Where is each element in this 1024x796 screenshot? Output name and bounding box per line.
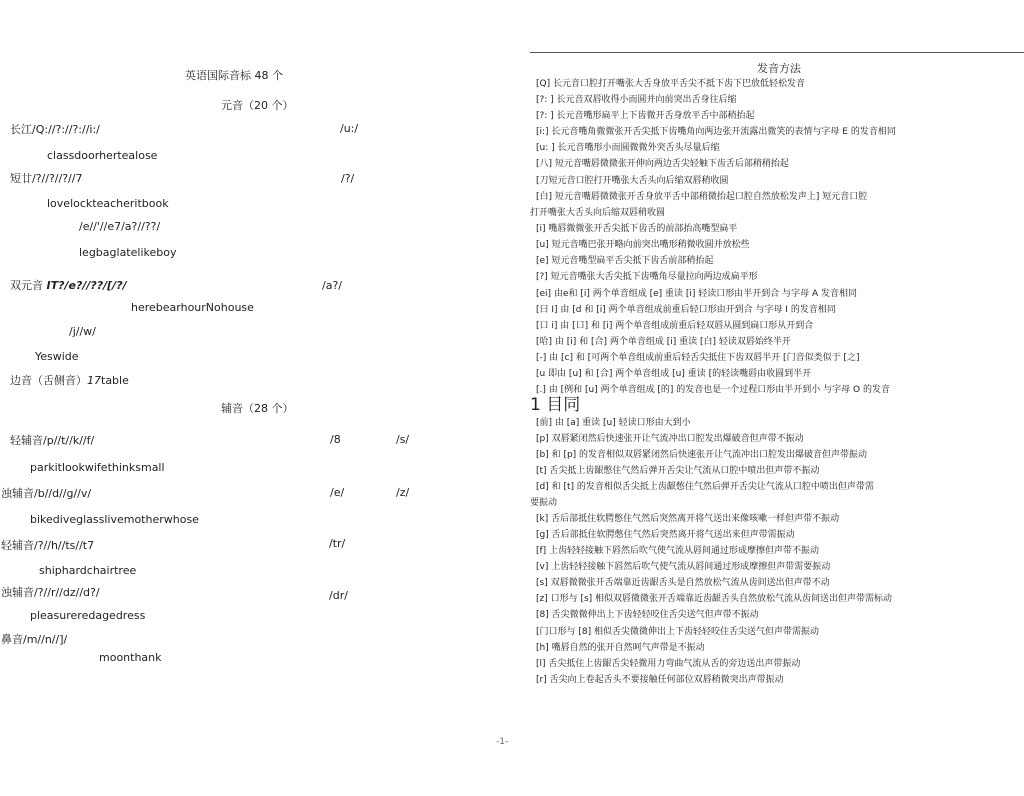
method-line: [?: ] 长元音双唇收得小而圆并向前突出舌身往后缩 bbox=[536, 95, 737, 105]
voiceless-extra-2: /s/ bbox=[396, 433, 410, 446]
method-line: [哈] 由 [i] 和 [合] 两个单音组成 [i] 重读 [白] 轻读双唇始终半开 bbox=[536, 337, 791, 347]
page-number: -1- bbox=[496, 737, 509, 747]
method-line: [h] 嘴唇自然的张开自然呵气声带是不振动 bbox=[536, 643, 705, 653]
method-line: [v] 上齿轻轻接触下唇然后吹气使气流从唇间通过形成摩擦但声带需要振动 bbox=[536, 562, 831, 572]
long-vowels-words: classdoorhertealose bbox=[47, 149, 158, 162]
method-line: [i] 嘴唇微微张开舌尖抵下齿舌的前部抬高嘴型扁平 bbox=[536, 224, 738, 234]
vowel-header: 元音（20 个） bbox=[221, 99, 294, 112]
voiced-2-extra: /dr/ bbox=[329, 589, 348, 602]
method-line: [p] 双唇紧闭然后快速张开让气流冲出口腔发出爆破音但声带不振动 bbox=[536, 434, 804, 444]
short-vowels-line-2: /e//'//e7/a?//??/ bbox=[79, 220, 161, 233]
method-line: [u: ] 长元音嘴形小而圆微微外突舌头尽量后缩 bbox=[536, 143, 720, 153]
method-line: [k] 舌后部抵住软腭憋住气然后突然离开将气送出来像咳嗽一样但声带不振动 bbox=[536, 514, 840, 524]
method-line: [t] 舌尖抵上齿龈憋住气然后弹开舌尖让气流从口腔中喷出但声带不振动 bbox=[536, 466, 820, 476]
nasal-label: 鼻音/m//n//]/ bbox=[1, 633, 68, 646]
diphthongs-label: 双元音 IT?/e?//??/[/?/ bbox=[10, 279, 127, 292]
method-line: [f] 上齿轻轻接触下唇然后吹气使气流从唇间通过形成摩擦但声带不振动 bbox=[536, 546, 820, 556]
short-vowels-words-2: legbaglatelikeboy bbox=[79, 246, 177, 259]
method-line: [8] 舌尖微微伸出上下齿轻轻咬住舌尖送气但声带不振动 bbox=[536, 610, 759, 620]
method-line: [-] 由 [c] 和 [可两个单音组成前重后轻舌尖抵住下齿双唇半开 [门音似类似于 [之] bbox=[536, 353, 860, 363]
method-line: [u] 短元音嘴巴张开略向前突出嘴形稍微收圆并放松些 bbox=[536, 240, 750, 250]
method-line: 打开嘴张大舌头向后缩双唇稍收圆 bbox=[530, 208, 666, 218]
voiceless-extra-1: /8 bbox=[330, 433, 341, 446]
method-line: [白] 短元音嘴唇微微张开舌身放平舌中部稍微抬起口腔自然放松发声上] 短元音口腔 bbox=[536, 192, 868, 202]
method-line: [l] 舌尖抵住上齿龈舌尖轻微用力弯曲气流从舌的旁边送出声带振动 bbox=[536, 659, 801, 669]
voiced-2-words: pleasureredagedress bbox=[30, 609, 146, 622]
method-line: [前] 由 [a] 重读 [u] 轻读口形由大到小 bbox=[536, 418, 691, 428]
page-title: 英语国际音标 48 个 bbox=[185, 69, 283, 82]
voiceless-words: parkitlookwifethinksmall bbox=[30, 461, 165, 474]
method-line: [s] 双唇微微张开舌端靠近齿龈舌头是自然放松气流从齿间送出但声带不动 bbox=[536, 578, 830, 588]
short-vowels-label: 短廿/?//?//?//7 bbox=[10, 172, 83, 185]
short-vowels-words-1: lovelockteacheritbook bbox=[47, 197, 169, 210]
method-line: [r] 舌尖向上卷起舌头不要接触任何部位双唇稍微突出声带振动 bbox=[536, 675, 784, 685]
voiced-2-label: 浊辅音/?//r//dz//d?/ bbox=[1, 586, 100, 599]
method-line: [刀短元音口腔打开嘴张大舌头向后缩双唇稍收圆 bbox=[536, 176, 729, 186]
method-line: [Q] 长元音口腔打开嘴张大舌身放平舌尖不抵下齿下巴放低轻松发音 bbox=[536, 79, 805, 89]
method-line: [e] 短元音嘴型扁平舌尖抵下齿舌前部稍抬起 bbox=[536, 256, 714, 266]
short-vowels-extra: /?/ bbox=[341, 172, 355, 185]
long-vowels-extra: /u:/ bbox=[340, 122, 359, 135]
voiceless-2-extra: /tr/ bbox=[329, 537, 346, 550]
diphthongs-words-1: herebearhourNohouse bbox=[131, 301, 254, 314]
diphthongs-extra: /a?/ bbox=[322, 279, 342, 292]
method-line: 要振动 bbox=[530, 498, 558, 508]
method-header: 发音方法 bbox=[757, 62, 801, 75]
method-line: [b] 和 [p] 的发音相似双唇紧闭然后快速张开让气流冲出口腔发出爆破音但声带振动 bbox=[536, 450, 868, 460]
consonant-header: 辅音（28 个） bbox=[221, 402, 294, 415]
method-line: [口 i] 由 [口] 和 [i] 两个单音组成前重后轻双唇从圆到扁口形从开到合 bbox=[536, 321, 814, 331]
lateral-label: 边音（舌侧音）17table bbox=[10, 374, 129, 387]
method-line: [d] 和 [t] 的发音相似舌尖抵上齿龈憋住气然后弹开舌尖让气流从口腔中喷出但声带需 bbox=[536, 482, 874, 492]
long-vowels-label: 长江/Q://?://?://i:/ bbox=[10, 123, 100, 136]
voiceless-label: 轻辅音/p//t//k//f/ bbox=[10, 434, 95, 447]
voiceless-2-words: shiphardchairtree bbox=[39, 564, 137, 577]
method-line: [g] 舌后部抵住软腭憋住气然后突然离开将气送出来但声带需振动 bbox=[536, 530, 795, 540]
semivowels-words: Yeswide bbox=[35, 350, 79, 363]
method-line: [ei] 由e和 [i] 两个单音组成 [e] 重读 [i] 轻读口形由半开到合 与字母 A 发音相同 bbox=[536, 289, 857, 299]
method-line: [?: ] 长元音嘴形扁平上下齿微开舌身放平舌中部稍抬起 bbox=[536, 111, 755, 121]
method-line: 1 目同 bbox=[530, 395, 581, 415]
nasal-words: moonthank bbox=[99, 651, 162, 664]
method-line: [八] 短元音嘴唇微微张开伸向两边舌尖轻触下齿舌后部稍稍抬起 bbox=[536, 159, 789, 169]
voiced-label: 浊辅音/b//d//g//v/ bbox=[1, 487, 92, 500]
divider-line bbox=[530, 52, 1024, 53]
method-line: [?] 短元音嘴张大舌尖抵下齿嘴角尽量拉向两边成扁平形 bbox=[536, 272, 758, 282]
voiced-extra-1: /e/ bbox=[330, 486, 345, 499]
voiced-words: bikediveglasslivemotherwhose bbox=[30, 513, 199, 526]
method-line: [u 即由 [u] 和 [合] 两个单音组成 [u] 重读 [的轻读嘴唇由收圆到半开 bbox=[536, 369, 812, 379]
method-line: [门口形与 [8] 相似舌尖微微伸出上下齿轻轻咬住舌尖送气但声带需振动 bbox=[536, 627, 819, 637]
method-line: [i:] 长元音嘴角微微张开舌尖抵下齿嘴角向两边张开流露出微笑的表情与字母 E 的发音相同 bbox=[536, 127, 896, 137]
method-line: [z] 口形与 [s] 相似双唇微微张开舌端靠近齿龈舌头自然放松气流从齿间送出但声带需标动 bbox=[536, 594, 893, 604]
voiced-extra-2: /z/ bbox=[396, 486, 410, 499]
semivowels-line: /j//w/ bbox=[69, 325, 96, 338]
method-line: [曰 I] 由 [d 和 [i] 两个单音组成前重后轻口形由开到合 与字母 I 的发音相同 bbox=[536, 305, 836, 315]
method-line: [.] 由 [例和 [u] 两个单音组成 [的] 的发音也是一个过程口形由半开到小 与字母 O 的发音 bbox=[536, 385, 890, 395]
voiceless-2-label: 轻辅音/?//h//ts//t7 bbox=[1, 539, 95, 552]
